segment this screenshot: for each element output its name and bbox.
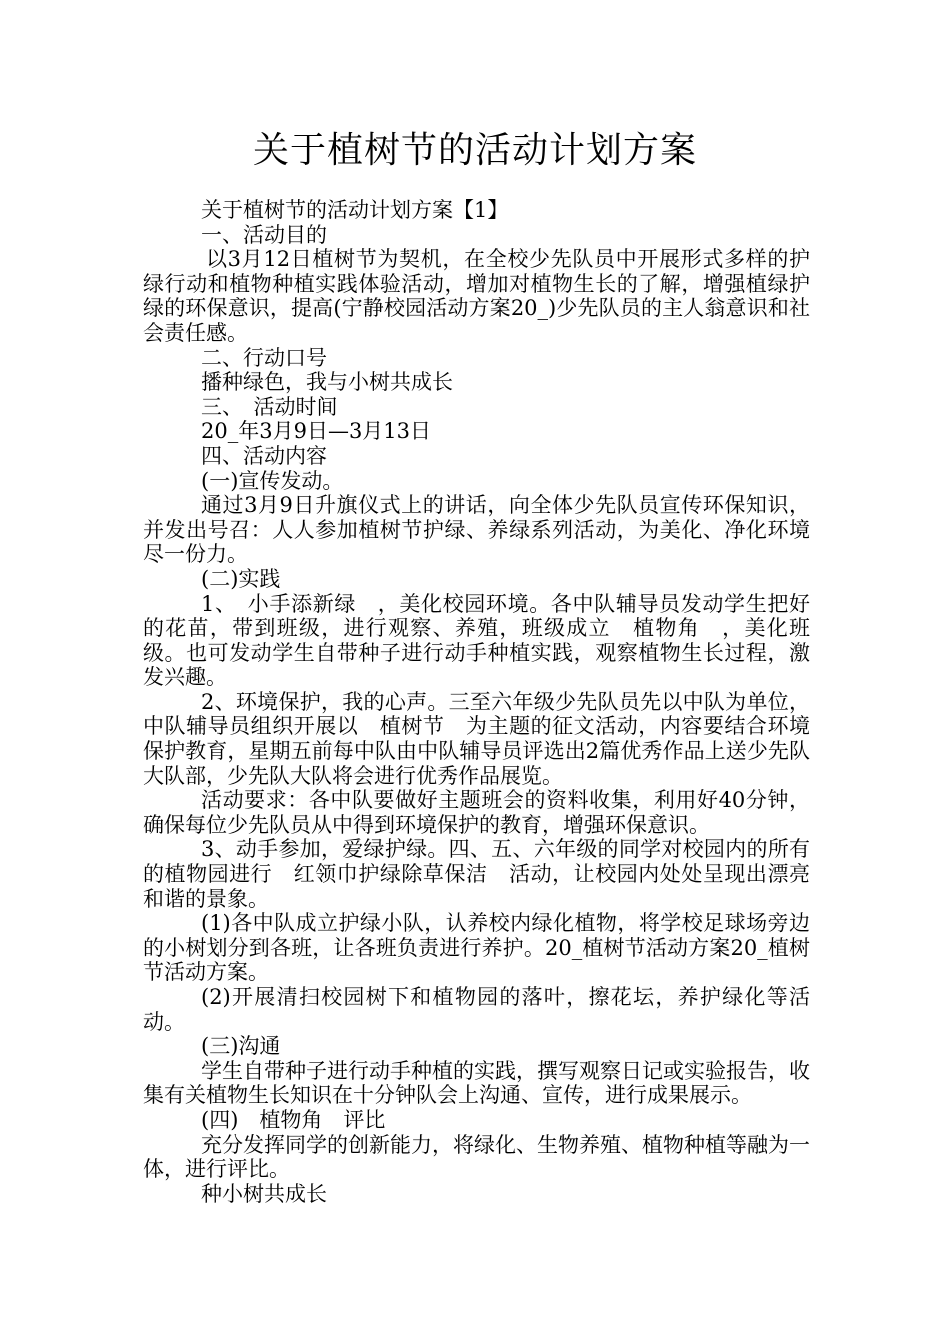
paragraph-19: 学生自带种子进行动手种植的实践，撰写观察日记或实验报告，收集有关植物生长知识在十分钟队会上沟通、宣传，进行成果展示。: [143, 1058, 810, 1108]
paragraph-16: (1)各中队成立护绿小队，认养校内绿化植物，将学校足球场旁边的小树划分到各班，让各班负责进行养护。20_植树节活动方案20_植树节活动方案。: [143, 911, 810, 985]
paragraph-2: 一、活动目的: [201, 222, 327, 247]
paragraph-1: 关于植树节的活动计划方案【1】: [201, 198, 509, 222]
paragraph-14: 活动要求：各中队要做好主题班会的资料收集，利用好40分钟，确保每位少先队员从中得到环境保护的教育，增强环保意识。: [143, 788, 810, 837]
paragraph-13: 2、环境保护，我的心声。三至六年级少先队员先以中队为单位，中队辅导员组织开展以 植树节 为主题的征文活动，内容要结合环境保护教育，星期五前每中队由中队辅导员评选出2篇优秀作品上送少先队大队部，少先队大队将会进行优秀作品展览。: [143, 689, 810, 788]
paragraph-11: (二)实践: [201, 566, 281, 591]
paragraph-15: 3、动手参加，爱绿护绿。四、五、六年级的同学对校园内的所有的植物园进行 红领巾护绿除草保洁 活动，让校园内处处呈现出漂亮和谐的景象。: [143, 837, 810, 911]
paragraph-6: 三、 活动时间: [201, 394, 338, 419]
paragraph-22: 种小树共成长: [201, 1181, 327, 1206]
paragraph-7: 20_年3月9日—3月13日: [201, 419, 432, 444]
paragraph-12: 1、 小手添新绿 ，美化校园环境。各中队辅导员发动学生把好的花苗，带到班级，进行观察、养殖，班级成立 植物角 ，美化班级。也可发动学生自带种子进行动手种植实践，观察植物生长过程，激发兴趣。: [143, 591, 810, 690]
paragraph-17: (2)开展清扫校园树下和植物园的落叶，擦花坛，养护绿化等活动。: [143, 985, 810, 1034]
paragraph-18: (三)沟通: [201, 1034, 281, 1059]
paragraph-20: (四) 植物角 评比: [201, 1107, 386, 1132]
document-body: [143, 198, 810, 1206]
paragraph-5: 播种绿色，我与小树共成长: [201, 370, 453, 395]
paragraph-21: 充分发挥同学的创新能力，将绿化、生物养殖、植物种植等融为一体，进行评比。: [143, 1132, 810, 1182]
paragraph-3: 以3月12日植树节为契机，在全校少先队员中开展形式多样的护绿行动和植物种植实践体验活动，增加对植物生长的了解，增强植绿护绿的环保意识，提高(宁静校园活动方案20_)少先队员的主人翁意识和社会责任感。: [143, 247, 810, 345]
paragraph-10: 通过3月9日升旗仪式上的讲话，向全体少先队员宣传环保知识，并发出号召：人人参加植树节护绿、养绿系列活动，为美化、净化环境尽一份力。: [143, 493, 810, 567]
document-title: 关于植树节的活动计划方案: [252, 130, 697, 171]
paragraph-9: (一)宣传发动。: [201, 468, 344, 493]
paragraph-8: 四、活动内容: [201, 443, 327, 468]
paragraph-4: 二、行动口号: [201, 345, 327, 370]
